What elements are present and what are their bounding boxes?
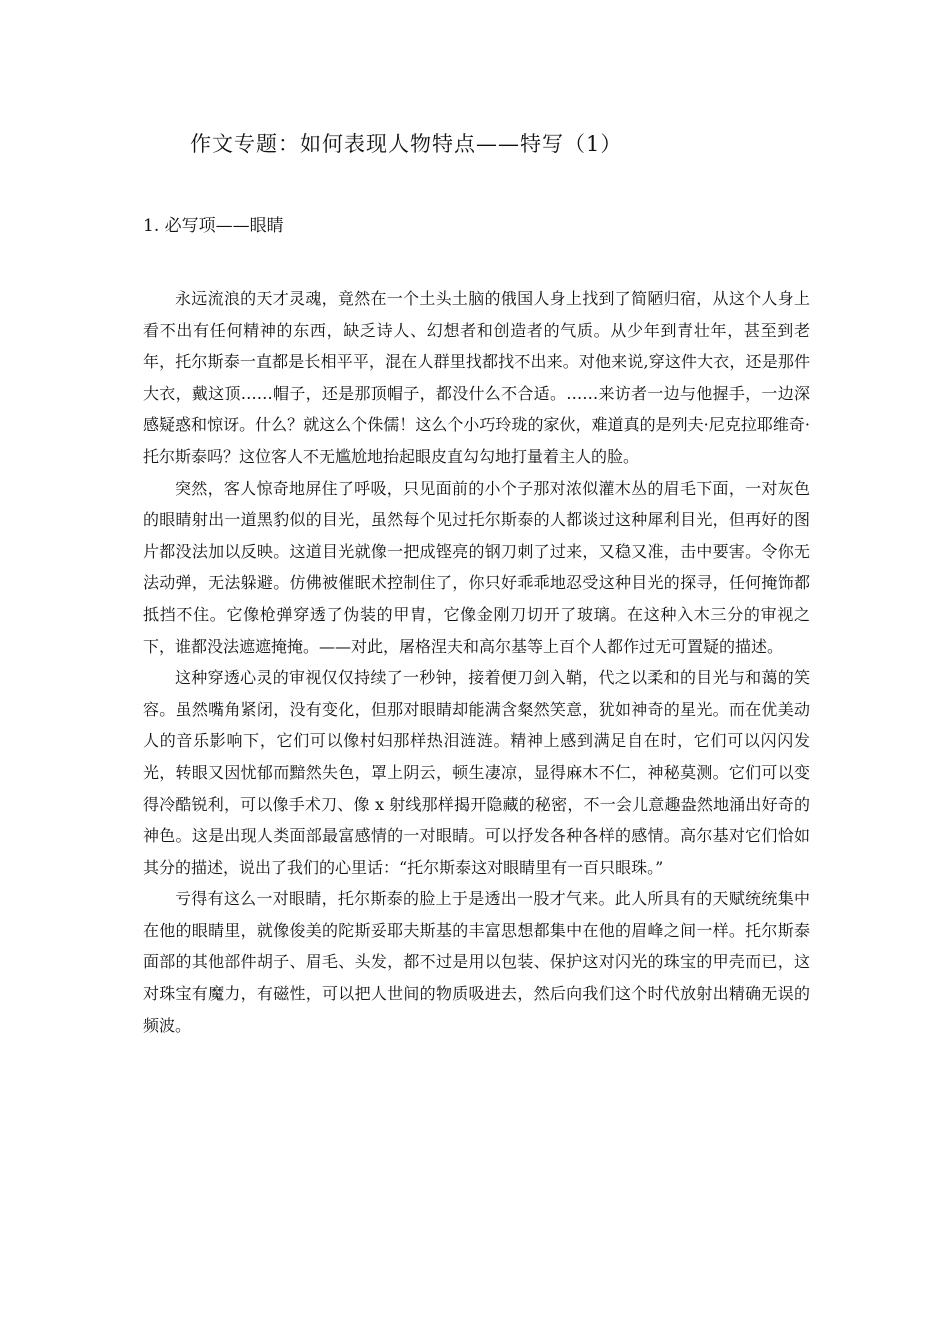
paragraph: 亏得有这么一对眼睛，托尔斯泰的脸上于是透出一股才气来。此人所具有的天赋统统集中在他的眼睛里，就像俊美的陀斯妥耶夫斯基的丰富思想都集中在他的眉峰之间一样。托尔斯泰面部的其他部件胡子、眉毛、头发，都不过是用以包装、保护这对闪光的珠宝的甲壳而已，这对珠宝有魔力，有磁性，可以把人世间的物质吸进去，然后向我们这个时代放射出精确无误的频波。	[143, 889, 810, 1035]
page-title: 作文专题：如何表现人物特点——特写（1）	[190, 132, 623, 156]
paragraph: 永远流浪的天才灵魂，竟然在一个土头土脑的俄国人身上找到了简陋归宿，从这个人身上看不出有任何精神的东西，缺乏诗人、幻想者和创造者的气质。从少年到青壮年，甚至到老年，托尔斯泰一直都是长相平平，混在人群里找都找不出来。对他来说,穿这件大衣，还是那件大衣，戴这顶……帽子，还是那顶帽子，都没什么不合适。……来访者一边与他握手，一边深感疑惑和惊讶。什么？就这么个侏儒！这么个小巧玲珑的家伙，难道真的是列夫·尼克拉耶维奇·托尔斯泰吗？这位客人不无尴尬地抬起眼皮直勾勾地打量着主人的脸。	[143, 289, 810, 466]
body-text	[143, 283, 810, 1041]
paragraph: 这种穿透心灵的审视仅仅持续了一秒钟，接着便刀剑入鞘，代之以柔和的目光与和蔼的笑容。虽然嘴角紧闭，没有变化，但那对眼睛却能满含粲然笑意，犹如神奇的星光。而在优美动人的音乐影响下，它们可以像村妇那样热泪涟涟。精神上感到满足自在时，它们可以闪闪发光，转眼又因忧郁而黯然失色，罩上阴云，顿生凄凉，显得麻木不仁，神秘莫测。它们可以变得冷酷锐利，可以像手术刀、像 x 射线那样揭开隐藏的秘密，不一会儿意趣盎然地涌出好奇的神色。这是出现人类面部最富感情的一对眼睛。可以抒发各种各样的感情。高尔基对它们恰如其分的描述，说出了我们的心里话：“托尔斯泰这对眼睛里有一百只眼珠。”	[143, 668, 810, 877]
section-heading: 1. 必写项——眼睛	[143, 216, 284, 236]
paragraph: 突然，客人惊奇地屏住了呼吸，只见面前的小个子那对浓似灌木丛的眉毛下面，一对灰色的眼睛射出一道黑豹似的目光，虽然每个见过托尔斯泰的人都谈过这种犀利目光，但再好的图片都没法加以反映。这道目光就像一把成铿亮的钢刀刺了过来，又稳又准，击中要害。令你无法动弹，无法躲避。仿佛被催眠术控制住了，你只好乖乖地忍受这种目光的探寻，任何掩饰都抵挡不住。它像枪弹穿透了伪装的甲胄，它像金刚刀切开了玻璃。在这种入木三分的审视之下，谁都没法遮遮掩掩。——对此，屠格涅夫和高尔基等上百个人都作过无可置疑的描述。	[143, 478, 810, 656]
